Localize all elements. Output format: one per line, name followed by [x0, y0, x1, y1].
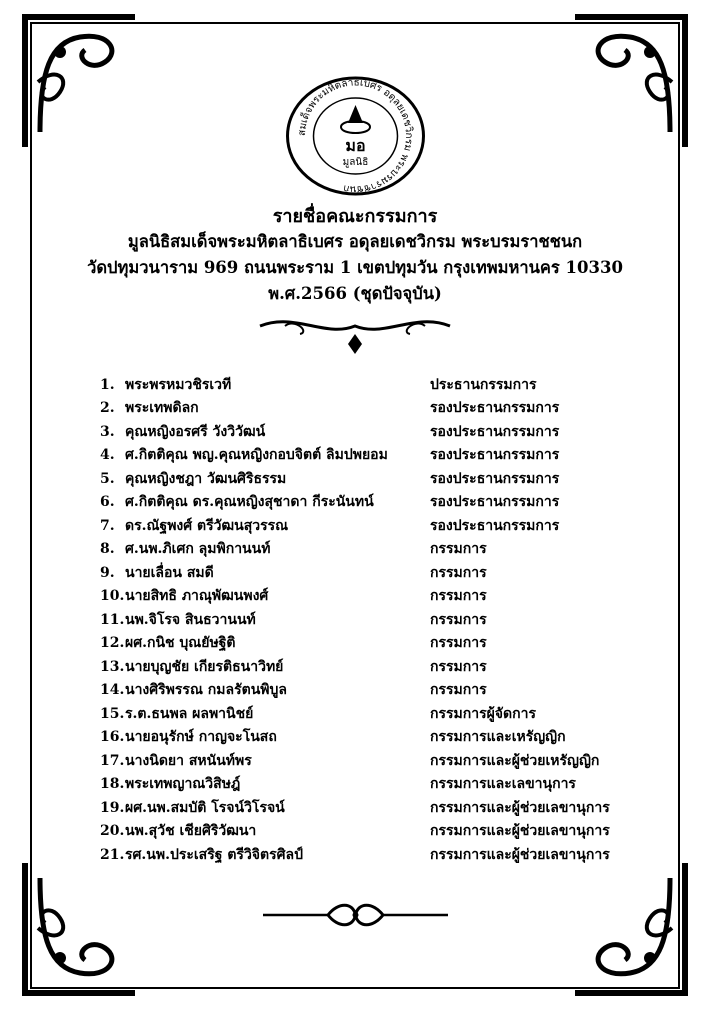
- member-name: ร.ต.ธนพล ผลพานิชย์: [125, 705, 254, 722]
- member-name: ดร.ณัฐพงศ์ ตรีวัฒนสุวรรณ: [125, 517, 289, 534]
- member-number: 8.: [100, 541, 115, 558]
- list-item: [100, 655, 660, 679]
- page-title: รายชื่อคณะกรรมการ: [272, 206, 438, 227]
- member-role: รองประธานกรรมการ: [430, 423, 560, 440]
- corner-ornament-top-left: [20, 12, 140, 152]
- member-name: พระพรหมวชิรเวที: [125, 376, 232, 393]
- list-item: [100, 843, 660, 867]
- year-line: พ.ศ.2566 (ชุดปัจจุบัน): [268, 284, 442, 303]
- member-number: 19.: [100, 799, 125, 816]
- member-role: กรรมการและผู้ช่วยเลขานุการ: [430, 846, 610, 863]
- member-number: 16.: [100, 729, 125, 746]
- divider-ornament-bottom: [258, 900, 453, 930]
- member-role: กรรมการ: [430, 541, 487, 558]
- member-name: คุณหญิงอรศรี วังวิวัฒน์: [125, 423, 266, 440]
- list-item: [100, 467, 660, 491]
- seal-center-text: มูลนิธิ: [342, 157, 369, 168]
- list-item: [100, 679, 660, 703]
- member-name: ศ.กิตติคุณ ดร.คุณหญิงสุชาดา กีระนันทน์: [125, 494, 374, 511]
- list-item: [100, 585, 660, 609]
- member-number: 7.: [100, 517, 115, 534]
- member-role: กรรมการและเหรัญญิก: [430, 729, 566, 746]
- member-name: รศ.นพ.ประเสริฐ ตรีวิจิตรศิลป์: [125, 846, 303, 863]
- member-role: กรรมการ: [430, 682, 487, 699]
- list-item: [100, 491, 660, 515]
- member-name: ผศ.นพ.สมบัติ โรจน์วิโรจน์: [125, 799, 285, 816]
- member-name: นพ.จิโรจ สินธวานนท์: [125, 611, 256, 628]
- member-number: 13.: [100, 658, 125, 675]
- member-name: นายอนุรักษ์ กาญจะโนสถ: [125, 729, 277, 746]
- member-number: 6.: [100, 494, 115, 511]
- list-item: [100, 538, 660, 562]
- member-name: นายเลื่อน สมดี: [125, 564, 214, 581]
- member-name: นางศิริพรรณ กมลรัตนพิบูล: [125, 682, 287, 699]
- list-item: [100, 796, 660, 820]
- list-item: [100, 373, 660, 397]
- member-role: กรรมการผู้จัดการ: [430, 705, 536, 722]
- member-number: 2.: [100, 400, 115, 417]
- member-number: 17.: [100, 752, 125, 769]
- member-number: 9.: [100, 564, 115, 581]
- member-role: กรรมการ: [430, 611, 487, 628]
- member-role: กรรมการ: [430, 658, 487, 675]
- list-item: [100, 608, 660, 632]
- member-role: กรรมการและผู้ช่วยเหรัญญิก: [430, 752, 600, 769]
- member-name: นพ.สุวัช เชียศิริวัฒนา: [125, 823, 257, 840]
- corner-ornament-bottom-right: [570, 858, 690, 998]
- member-number: 3.: [100, 423, 115, 440]
- corner-ornament-bottom-left: [20, 858, 140, 998]
- foundation-address: วัดปทุมวนาราม 969 ถนนพระราม 1 เขตปทุมวัน กรุงเทพมหานคร 10330: [87, 258, 623, 277]
- member-name: นางนิดยา สหนันท์พร: [125, 752, 252, 769]
- member-number: 18.: [100, 776, 125, 793]
- list-item: [100, 444, 660, 468]
- member-name: พระเทพดิลก: [125, 400, 199, 417]
- member-role: กรรมการและผู้ช่วยเลขานุการ: [430, 823, 610, 840]
- list-item: [100, 773, 660, 797]
- member-name: ศ.นพ.ภิเศก ลุมพิกานนท์: [125, 541, 271, 558]
- member-number: 5.: [100, 470, 115, 487]
- member-name: ผศ.กนิช บุณยัษฐิติ: [125, 635, 236, 652]
- member-name: คุณหญิงชฎา วัฒนศิริธรรม: [125, 470, 287, 487]
- member-name: นายบุญชัย เกียรติธนาวิทย์: [125, 658, 284, 675]
- member-role: ประธานกรรมการ: [430, 376, 537, 393]
- list-item: [100, 397, 660, 421]
- list-item: [100, 632, 660, 656]
- member-number: 1.: [100, 376, 115, 393]
- member-role: รองประธานกรรมการ: [430, 470, 560, 487]
- member-role: รองประธานกรรมการ: [430, 517, 560, 534]
- divider-ornament-top: [255, 308, 455, 358]
- member-number: 14.: [100, 682, 125, 699]
- member-role: กรรมการ: [430, 588, 487, 605]
- member-number: 15.: [100, 705, 125, 722]
- member-role: รองประธานกรรมการ: [430, 400, 560, 417]
- seal-ring-text: สมเด็จพระมหิตลาธิเบศร อดุลยเดชวิกรม พระบรมราชชนก: [296, 77, 415, 195]
- member-name: พระเทพญาณวิสิษฎ์: [125, 776, 241, 793]
- member-role: กรรมการ: [430, 564, 487, 581]
- member-number: 4.: [100, 447, 115, 464]
- foundation-name: มูลนิธิสมเด็จพระมหิตลาธิเบศร อดุลยเดชวิกรม พระบรมราชชนก: [127, 232, 583, 251]
- list-item: [100, 820, 660, 844]
- committee-list: [100, 373, 660, 867]
- list-item: [100, 514, 660, 538]
- member-role: กรรมการและเลขานุการ: [430, 776, 576, 793]
- corner-ornament-top-right: [570, 12, 690, 152]
- member-role: รองประธานกรรมการ: [430, 447, 560, 464]
- member-role: กรรมการและผู้ช่วยเลขานุการ: [430, 799, 610, 816]
- seal-emblem-text: มอ: [345, 136, 366, 155]
- list-item: [100, 702, 660, 726]
- list-item: [100, 420, 660, 444]
- member-number: 20.: [100, 823, 125, 840]
- member-name: ศ.กิตติคุณ พญ.คุณหญิงกอบจิตต์ ลิมปพยอม: [125, 447, 388, 464]
- member-role: รองประธานกรรมการ: [430, 494, 560, 511]
- member-number: 12.: [100, 635, 125, 652]
- member-number: 11.: [100, 611, 125, 628]
- foundation-seal-logo: [283, 75, 428, 197]
- member-name: นายสิทธิ ภาณุพัฒนพงศ์: [125, 588, 269, 605]
- member-number: 21.: [100, 846, 125, 863]
- member-number: 10.: [100, 588, 125, 605]
- member-role: กรรมการ: [430, 635, 487, 652]
- list-item: [100, 561, 660, 585]
- list-item: [100, 726, 660, 750]
- list-item: [100, 749, 660, 773]
